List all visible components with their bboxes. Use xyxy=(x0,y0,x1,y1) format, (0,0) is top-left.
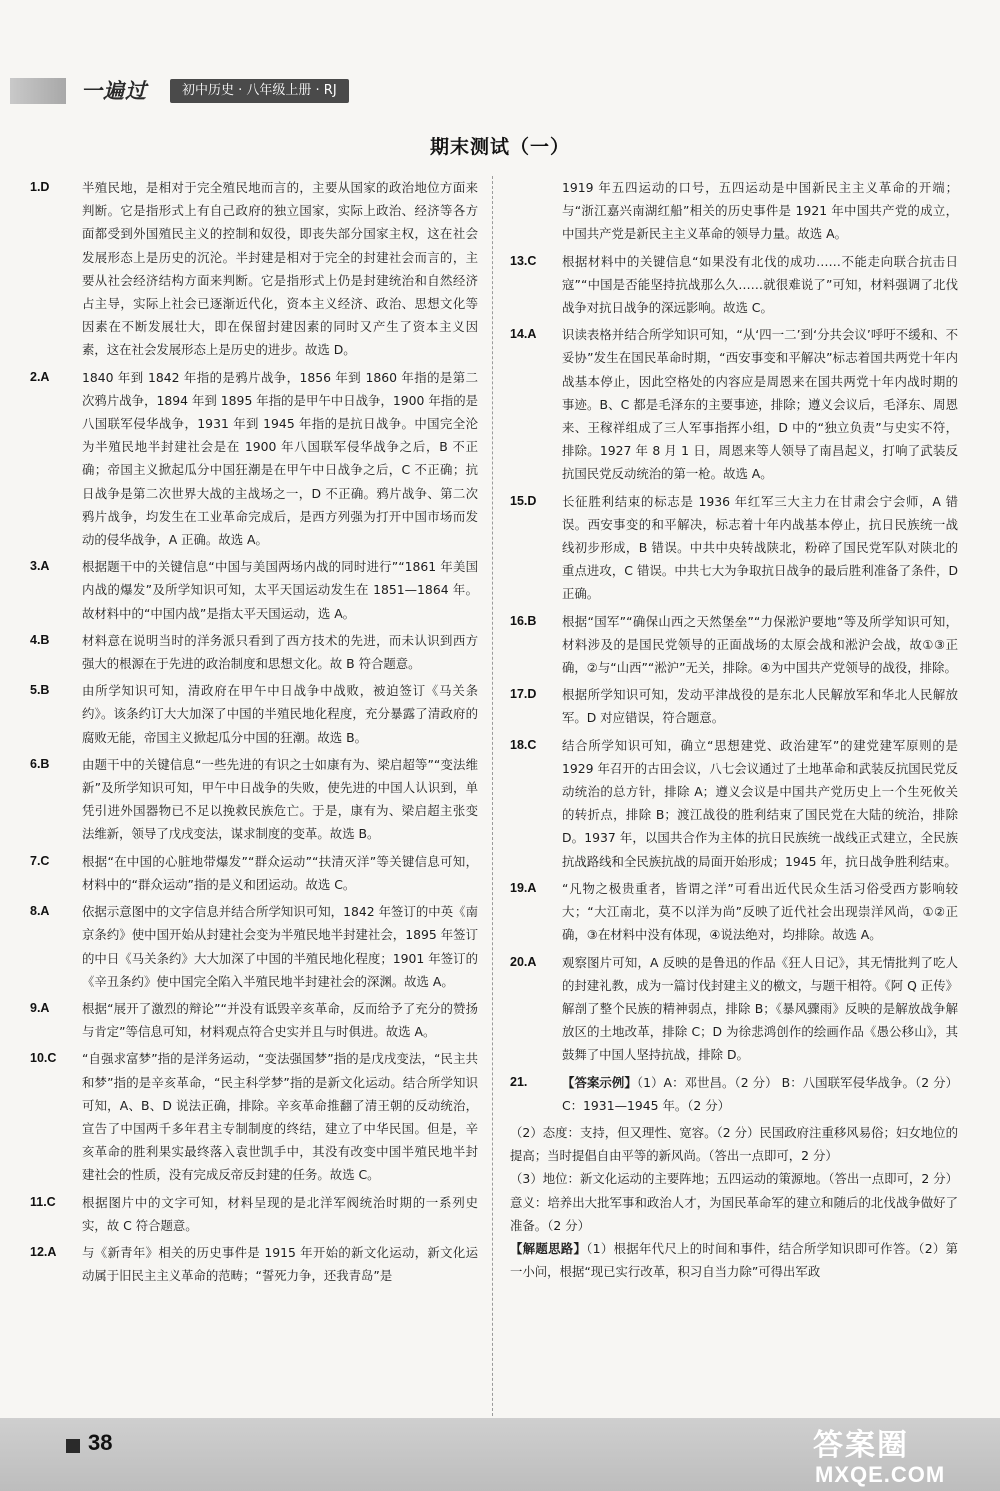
answer-number: 20.A xyxy=(510,954,537,969)
answer-number: 4.B xyxy=(30,632,50,647)
answer-text: 根据所学知识可知，发动平津战役的是东北人民解放军和华北人民解放军。D 对应错误，符合题意。 xyxy=(562,687,958,726)
answer-item xyxy=(510,323,958,485)
answer-text: “自强求富梦”指的是洋务运动，“变法强国梦”指的是戊戌变法，“民主共和梦”指的是辛亥革命，“民主科学梦”指的是新文化运动。结合所学知识可知，A、B、D 说法正确，排除。辛亥革命推翻了清王朝的反动统治，宣告了中国两千多年君主专制制度的终结，建立了中华民国。但是，辛亥革命的胜利果实最终落入袁世凯手中，其没有改变中国半殖民地半封建社会的性质，没有完成反帝反封建的任务。故选 C。 xyxy=(82,1051,478,1183)
answer-text: 结合所学知识可知，确立“思想建党、政治建军”的建党建军原则的是 1929 年召开的古田会议，八七会议通过了土地革命和武装反抗国民党反动统治的总方针，排除 A；遵义会议是中国共产党历史上一个生死攸关的转折点，排除 B；渡江战役的胜利结束了国民党在大陆的统治，排除 D。1937 年，以国共合作为主体的抗日民族统一战线正式建立，全民族抗战路线和全民族抗战的局面开始形成；1945 年，抗日战争胜利结束。 xyxy=(562,737,958,869)
answer-text: 根据题干中的关键信息“中国与美国两场内战的同时进行”“1861 年美国内战的爆发”及所学知识可知，太平天国运动发生在 1851—1864 年。故材料中的“中国内战”是指太平天国运动，选 A。 xyxy=(82,559,478,621)
answer-item xyxy=(510,683,958,729)
answer-item xyxy=(510,610,958,680)
answer-item xyxy=(30,629,478,675)
brand-logo: 一遍过 xyxy=(81,79,147,103)
answer-number: 21. xyxy=(510,1074,528,1089)
answer-21-solution xyxy=(510,1237,958,1283)
answer-number: 17.D xyxy=(510,687,537,702)
answer-number: 6.B xyxy=(30,756,50,771)
right-column xyxy=(510,176,958,1441)
answer-number: 11.C xyxy=(30,1194,56,1209)
answer-text: 半殖民地，是相对于完全殖民地而言的，主要从国家的政治地位方面来判断。它是指形式上有自己政府的独立国家，实际上政治、经济等各方面都受到外国殖民主义的控制和奴役，即丧失部分国家主权，这在社会发展形态上是历史的沉沦。半封建是相对于完全的封建社会而言的，主要从社会经济结构方面来判断。它是指形式上仍是封建统治和自然经济占主导，实际上社会已逐渐近代化，资本主义经济、政治、思想文化等因素在不断发展壮大，即在保留封建因素的同时又产生了资本主义因素，这在社会发展形态上是历史的进步。故选 D。 xyxy=(82,180,478,358)
answer-number: 9.A xyxy=(30,1000,50,1015)
answer-21-line1: （1）A：邓世昌。（2 分） B：八国联军侵华战争。（2 分） C：1931—1945 年。（2 分） xyxy=(562,1074,958,1113)
answer-item xyxy=(30,366,478,552)
answer-text: 根据“在中国的心脏地带爆发”“群众运动”“扶清灭洋”等关键信息可知，材料中的“群众运动”指的是义和团运动。故选 C。 xyxy=(82,853,478,892)
answer-item xyxy=(30,753,478,846)
footer-square-icon xyxy=(66,1439,80,1453)
answer-item xyxy=(30,997,478,1043)
answer-text: “凡物之极贵重者，皆谓之洋”可看出近代民众生活习俗受西方影响较大；“大江南北，莫不以洋为尚”反映了近代社会出现崇洋风尚，①②正确，③在材料中没有体现，④说法绝对，均排除。故选 A。 xyxy=(562,880,958,943)
answer-text: 材料意在说明当时的洋务派只看到了西方技术的先进，而未认识到西方强大的根源在于先进的政治制度和思想文化。故 B 符合题意。 xyxy=(82,632,478,672)
answer-number: 13.C xyxy=(510,253,537,268)
answer-number: 14.A xyxy=(510,327,537,342)
answer-number: 5.B xyxy=(30,683,50,698)
answer-number: 3.A xyxy=(30,559,50,574)
answer-item xyxy=(30,900,478,993)
answer-item xyxy=(30,176,478,362)
subject-label: 初中历史 · 八年级上册 · RJ xyxy=(170,79,349,103)
answer-text: 由所学知识可知，清政府在甲午中日战争中战败，被迫签订《马关条约》。该条约订大大加深了中国的半殖民地化程度，充分暴露了清政府的腐败无能，帝国主义掀起瓜分中国的狂潮。故选 B。 xyxy=(82,683,478,745)
answer-text: 根据“国军”“确保山西之天然堡垒”“力保淞沪要地”等及所学知识可知，材料涉及的是国民党领导的正面战场的太原会战和淞沪会战，故①③正确，②与“山西”“淞沪”无关，排除。④为中国共产党领导的战役，排除。 xyxy=(562,613,958,676)
answer-number: 1.D xyxy=(30,180,50,194)
answer-number: 18.C xyxy=(510,737,537,752)
watermark-url: MXQE.COM xyxy=(815,1462,946,1487)
answer-item xyxy=(30,1047,478,1186)
answer-item xyxy=(30,1241,478,1287)
watermark xyxy=(795,1418,985,1488)
answer-text: 依据示意图中的文字信息并结合所学知识可知，1842 年签订的中英《南京条约》使中国开始从封建社会变为半殖民地半封建社会，1895 年签订的中日《马关条约》大大加深了中国的半殖民地化程度；1901 年签订的《辛丑条约》使中国完全陷入半殖民地半封建社会的深渊。故选 A。 xyxy=(82,904,478,989)
answer-item xyxy=(30,850,478,896)
answer-number: 2.A xyxy=(30,369,50,384)
page-number: 38 xyxy=(88,1430,113,1455)
column-divider xyxy=(492,176,493,1446)
answer-item xyxy=(510,250,958,320)
answer-example-tag: 【答案示例】 xyxy=(562,1074,637,1090)
answer-item xyxy=(510,490,958,606)
answer-number: 15.D xyxy=(510,493,537,508)
running-header xyxy=(0,76,1000,106)
answer-text xyxy=(562,1071,958,1117)
answer-number: 19.A xyxy=(510,880,537,895)
answer-text: 观察图片可知，A 反映的是鲁迅的作品《狂人日记》，其无情批判了吃人的封建礼教，成为一篇讨伐封建主义的檄文，与题干相符。《阿 Q 正传》解剖了整个民族的精神弱点，排除 B；《暴风骤雨》反映的是解放战争解放区的土地改革，排除 C；D 为徐悲鸿创作的绘画作品《愚公移山》，其鼓舞了中国人坚持抗战，排除 D。 xyxy=(562,954,958,1063)
answer-text: 由题干中的关键信息“一些先进的有识之士如康有为、梁启超等”“变法维新”及所学知识可知，甲午中日战争的失败，使先进的中国人认识到，单凭引进外国器物已不足以挽救民族危亡。于是，康有为、梁启超主张变法维新，领导了戊戌变法，谋求制度的变革。故选 B。 xyxy=(82,756,478,842)
header-decor-bar xyxy=(10,78,66,104)
answer-number xyxy=(510,176,562,246)
solution-tag: 【解题思路】 xyxy=(510,1240,587,1256)
answer-item xyxy=(30,1191,478,1237)
answer-number: 7.C xyxy=(30,853,50,868)
page-title: 期末测试（一） xyxy=(429,136,570,158)
answer-text: 识读表格并结合所学知识可知，“从‘四一二’到‘分共会议’呼吁不缓和、不妥协”发生在国民革命时期，“西安事变和平解决”标志着国共两党十年内战基本停止，因此空格处的内容应是周恩来在国共两党十年内战时期的事迹。B、C 都是毛泽东的主要事迹，排除；遵义会议后，毛泽东、周恩来、王稼祥组成了三人军事指挥小组，D 中的“独立负责”与史实不符，排除。1927 年 8 月 1 日，周恩来等人领导了南昌起义，打响了武装反抗国民党反动统治的第一枪。故选 A。 xyxy=(562,327,958,482)
answer-number: 8.A xyxy=(30,904,50,919)
answer-21-line4: （1）根据年代尺上的时间和事件，结合所学知识即可作答。（2）第一小问，根据“现已实行改革，积习自当力除”可得出军政 xyxy=(510,1240,958,1280)
answer-text: 与《新青年》相关的历史事件是 1915 年开始的新文化运动，新文化运动属于旧民主主义革命的范畴；“誓死力争，还我青岛”是 xyxy=(82,1244,478,1284)
answer-text: 长征胜利结束的标志是 1936 年红军三大主力在甘肃会宁会师，A 错误。西安事变的和平解决，标志着十年内战基本停止，抗日民族统一战线初步形成，B 错误。中共中央转战陕北，粉碎了国民党军队对陕北的重点进攻，C 错误。中共七大为争取抗日战争的最后胜利准备了条件，D 正确。 xyxy=(562,493,958,602)
answer-item xyxy=(510,877,958,947)
answer-item xyxy=(510,734,958,873)
answer-text: 根据“展开了激烈的辩论”“并没有诋毁辛亥革命，反而给予了充分的赞扬与肯定”等信息可知，材料观点符合史实并且与时俱进。故选 A。 xyxy=(82,1000,478,1040)
left-column xyxy=(30,176,478,1441)
answer-text: 根据材料中的关键信息“如果没有北伐的成功……不能走向联合抗击日寇”“中国是否能坚持抗战那么久……就很难说了”可知，材料强调了北伐战争对抗日战争的深远影响。故选 C。 xyxy=(562,253,958,316)
answer-number: 10.C xyxy=(30,1051,57,1066)
answer-item xyxy=(30,555,478,625)
answer-21-line3: （3）地位：新文化运动的主要阵地；五四运动的策源地。（答出一点即可，2 分）意义：培养出大批军事和政治人才，为国民革命军的建立和随后的北伐战争做好了准备。（2 分） xyxy=(510,1171,958,1233)
answer-21-line2: （2）态度：支持，但又理性、宽容。（2 分）民国政府注重移风易俗；妇女地位的提高；当时提倡自由平等的新风尚。（答出一点即可，2 分） xyxy=(510,1124,958,1164)
answer-number: 12.A xyxy=(30,1244,57,1259)
answer-item-21 xyxy=(510,1071,958,1117)
answer-item xyxy=(510,176,958,246)
answer-item xyxy=(30,679,478,749)
watermark-text: 答案圈 xyxy=(813,1428,909,1463)
answer-number: 16.B xyxy=(510,613,537,628)
answer-item xyxy=(510,951,958,1067)
answer-text: 1919 年五四运动的口号，五四运动是中国新民主主义革命的开端；与“浙江嘉兴南湖红船”相关的历史事件是 1921 年中国共产党的成立，中国共产党是新民主主义革命的领导力量。故选 A。 xyxy=(562,180,958,242)
answer-text: 1840 年到 1842 年指的是鸦片战争，1856 年到 1860 年指的是第二次鸦片战争，1894 年到 1895 年指的是甲午中日战争，1900 年指的是八国联军侵华战争，1931 年到 1945 年指的是抗日战争。中国完全沦为半殖民地半封建社会是在 1900 年八国联军侵华战争之后，B 不正确；帝国主义掀起瓜分中国狂潮是在甲午中日战争之后，C 不正确；抗日战争是第二次世界大战的主战场之一，D 不正确。鸦片战争、第二次鸦片战争，均发生在工业革命完成后，是西方列强为打开中国市场而发动的侵华战争，A 正确。故选 A。 xyxy=(82,369,478,548)
answer-text: 根据图片中的文字可知，材料呈现的是北洋军阀统治时期的一系列史实，故 C 符合题意。 xyxy=(82,1194,478,1233)
